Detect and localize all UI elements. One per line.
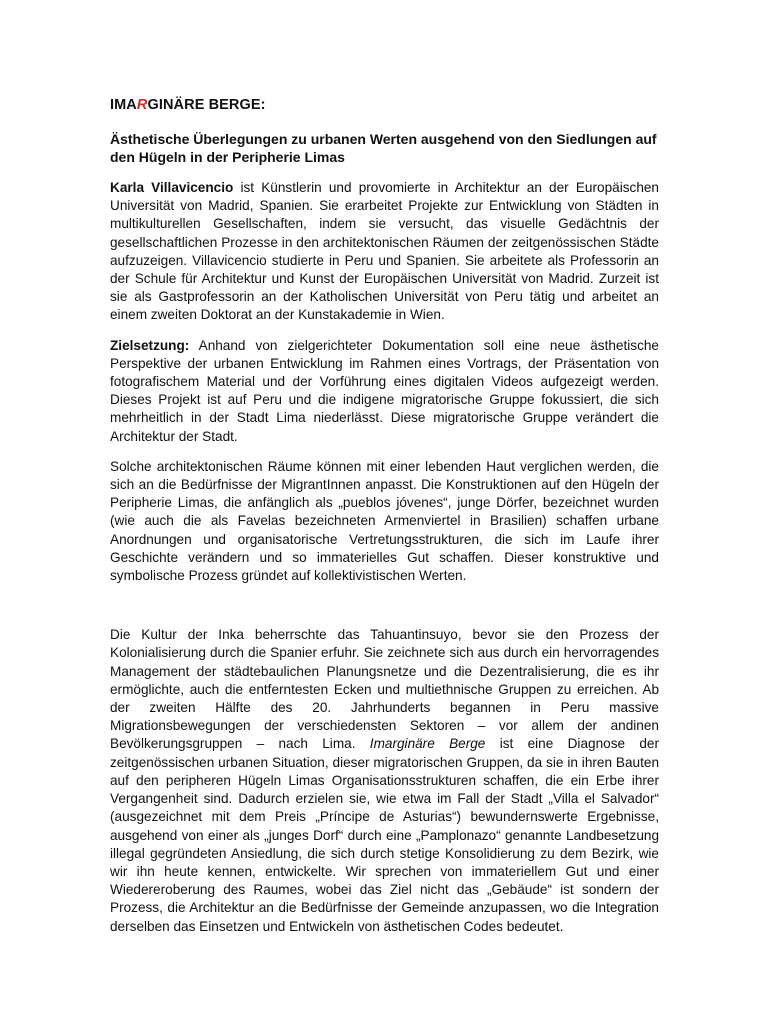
document-title: [110, 96, 659, 114]
inka-text-before: Die Kultur der Inka beherrschte das Tahuantinsuyo, bevor sie den Prozess der Kolonialisierung durch die Spanier erfuhr. Sie zeichnete sich aus durch ein hervorragendes Management der städtebaulichen Planungsnetze und die Dezentralisierung, die es ihr ermöglichte, auch die entferntesten Ecken und multiethnische Gruppen zu erreichen. Ab der zweiten Hälfte des 20. Jahrhunderts begannen in Peru massive Migrationsbewegungen der verschiedensten Sektoren – vor allem der andinen Bevölkerungsgruppen – nach Lima.: [110, 627, 659, 752]
document-subtitle: Ästhetische Überlegungen zu urbanen Werten ausgehend von den Siedlungen auf den Hügeln in der Peripherie Limas: [110, 131, 657, 165]
inka-project-title: Imarginäre Berge: [369, 736, 486, 752]
bio-name: Karla Villavicencio: [110, 180, 234, 195]
inka-text-after: ist eine Diagnose der zeitgenössischen urbanen Situation, dieser migratorischen Gruppen, da sie in ihren Bauten auf den peripheren Hügeln Limas Organisationsstrukturen schaffen, die ein Erbe ihrer Vergangenheit sind. Dadurch erzielen sie, wie etwa im Fall der Stadt „Villa el Salvador“ (ausgezeichnet mit dem Preis „Príncipe de Asturias“) bewundernswerte Ergebnisse, ausgehend von einer als „junges Dorf“ durch eine „Pamplonazo“ genannte Landbesetzung illegal gegründeten Ansiedlung, die sich durch stetige Konsolidierung zu dem Bezirk, wie wir ihn heute kennen, entwickelte. Wir sprechen von immateriellem Gut und einer Wiedereroberung des Raumes, wobei das Ziel nicht das „Gebäude“ ist sondern der Prozess, die Architektur an die Bedürfnisse der Gemeinde anzupassen, wo die Integration derselben das Einsetzen und Entwickeln von ästhetischen Codes bedeutet.: [110, 736, 660, 934]
document-page: [110, 96, 659, 948]
bio-paragraph: [110, 179, 659, 325]
title-part-1: IMA: [110, 97, 137, 113]
skin-paragraph: Solche architektonischen Räume können mit einer lebenden Haut verglichen werden, die sich an die Bedürfnisse der MigrantInnen anpasst. Die Konstruktionen auf den Hügeln der Peripherie Limas, die anfänglich als „pueblos jóvenes“, junge Dörfer, bezeichnet wurden (wie auch die als Favelas bezeichneten Armenviertel in Brasilien) schaffen urbane Anordnungen und organisatorische Vertretungsstrukturen, die sich im Laufe ihrer Geschichte verändern und so immaterielles Gut schaffen. Dieser konstruktive und symbolische Prozess gründet auf kollektivistischen Werten.: [110, 458, 659, 584]
bio-text: ist Künstlerin und provomierte in Architektur an der Europäischen Universität von Madrid, Spanien. Sie erarbeitet Projekte zur Entwicklung von Städten in multikulturellen Gesellschaften, indem sie versucht, das visuelle Gedächtnis der gesellschaftlichen Prozesse in den architektonischen Räumen der zeitgenössischen Städte aufzuzeigen. Villavicencio studierte in Peru und Spanien. Sie arbeitete als Professorin an der Schule für Architektur und Kunst der Europäischen Universität von Madrid. Zurzeit ist sie als Gastprofessorin an der Katholischen Universität von Peru tätig und arbeitet an einem zweiten Doktorat an der Kunstakademie in Wien.: [110, 180, 659, 323]
title-accent-letter: R: [136, 97, 148, 113]
goal-text: Anhand von zielgerichteter Dokumentation soll eine neue ästhetische Perspektive der urbanen Entwicklung im Rahmen eines Vortrags, der Präsentation von fotografischem Material und der Vorführung eines digitalen Videos aufgezeigt werden. Dieses Projekt ist auf Peru und die indigene migratorische Gruppe fokussiert, die sich mehrheitlich in der Stadt Lima niederlässt. Diese migratorische Gruppe verändert die Architektur der Stadt.: [110, 337, 659, 444]
goal-paragraph: [110, 337, 659, 446]
goal-label: Zielsetzung:: [110, 337, 190, 353]
paragraph-spacer: [110, 597, 659, 626]
inka-paragraph: [110, 626, 659, 935]
title-part-2: GINÄRE BERGE:: [147, 97, 266, 113]
